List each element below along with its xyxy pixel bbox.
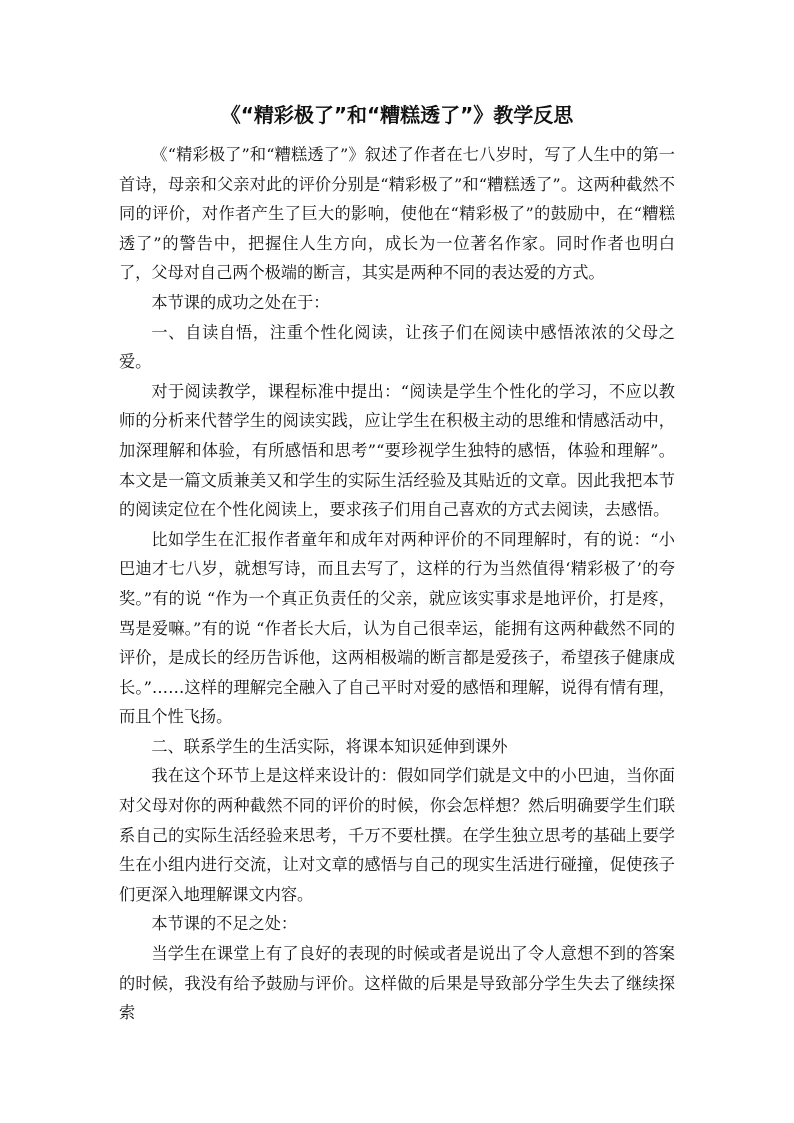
paragraph-point-one: 一、自读自悟，注重个性化阅读，让孩子们在阅读中感悟浓浓的父母之爱。: [119, 322, 675, 372]
paragraph-shortcomings: 当学生在课堂上有了良好的表现的时候或者是说出了令人意想不到的答案的时候，我没有给予鼓励与评价。这样做的后果是导致部分学生失去了继续探索: [119, 944, 675, 1023]
paragraph-design: 我在这个环节上是这样来设计的：假如同学们就是文中的小巴迪，当你面对父母对你的两种截然不同的评价的时候，你会怎样想？然后明确要学生们联系自己的实际生活经验来思考，千万不要杜撰。在学生独立思考的基础上要学生在小组内进行交流，让对文章的感悟与自己的现实生活进行碰撞，促使孩子们更深入地理解课文内容。: [119, 766, 675, 904]
paragraph-intro: 《“精彩极了”和“糟糕透了”》叙述了作者在七八岁时，写了人生中的第一首诗，母亲和父亲对此的评价分别是“精彩极了”和“糟糕透了”。这两种截然不同的评价，对作者产生了巨大的影响，使他在“精彩极了”的鼓励中，在“糟糕透了”的警告中，把握住人生方向，成长为一位著名作家。同时作者也明白了，父母对自己两个极端的断言，其实是两种不同的表达爱的方式。: [119, 145, 675, 283]
paragraph-point-two: 二、联系学生的生活实际，将课本知识延伸到课外: [151, 736, 508, 756]
paragraph-shortcomings-heading: 本节课的不足之处：: [151, 914, 298, 934]
document-body: [119, 140, 675, 1028]
paragraph-student-examples: 比如学生在汇报作者童年和成年对两种评价的不同理解时，有的说：“小巴迪才七八岁，就想写诗，而且去写了，这样的行为当然值得‘精彩极了’的夸奖。”有的说 “作为一个真正负责任的父亲，就应该实事求是地评价，打是疼，骂是爱嘛。”有的说 “作者长大后，认为自己很幸运，能拥有这两种截然不同的评价，是成长的经历告诉他，这两相极端的断言都是爱孩子，希望孩子健康成长。”……这样的理解完全融入了自己平时对爱的感悟和理解，说得有情有理，而且个性飞扬。: [119, 529, 675, 727]
paragraph-curriculum-standard: 对于阅读教学，课程标准中提出：“阅读是学生个性化的学习，不应以教师的分析来代替学生的阅读实践，应让学生在积极主动的思维和情感活动中，加深理解和体验，有所感悟和思考”“要珍视学生独特的感悟，体验和理解”。本文是一篇文质兼美又和学生的实际生活经验及其贴近的文章。因此我把本节的阅读定位在个性化阅读上，要求孩子们用自己喜欢的方式去阅读，去感悟。: [119, 381, 675, 520]
paragraph-success-heading: 本节课的成功之处在于：: [151, 292, 330, 312]
document-title: 《“精彩极了”和“糟糕透了”》教学反思: [220, 103, 574, 127]
